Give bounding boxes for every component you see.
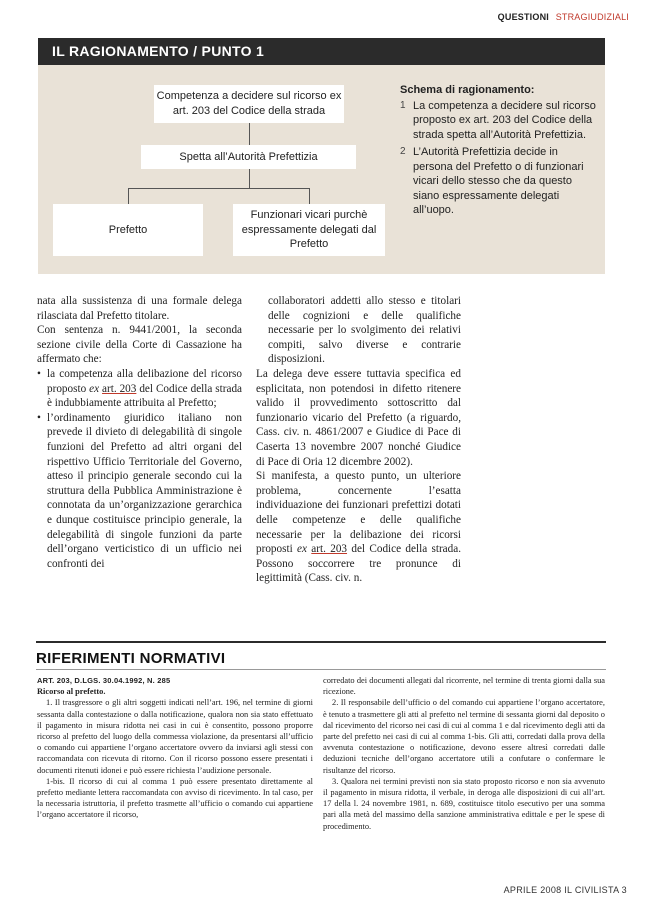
diagram-connector: [309, 188, 310, 204]
page-footer: APRILE 2008 IL CIVILISTA 3: [503, 885, 627, 895]
bullet-text: del Codice della strada è indubbiamente attribuita al Prefetto;: [47, 382, 243, 410]
section-label: QUESTIONI: [497, 12, 549, 22]
diagram-connector: [249, 169, 250, 189]
diagram-node-prefetto: Prefetto: [53, 204, 203, 256]
paragraph: Con sentenza n. 9441/2001, la seconda sezione civile della Corte di Cassazione ha affermato che:: [37, 324, 242, 366]
diagram-connector: [249, 123, 250, 145]
reasoning-schema: [400, 83, 596, 218]
paragraph: collaboratori addetti allo stesso e titolari delle cognizioni e delle qualifiche necessarie per lo svolgimento dei relativi compiti, salvo diverse e contrarie disposizioni.: [268, 295, 461, 366]
paragraph-text: del Codice della strada. Possono soccorrere tre pronunce di legittimità (Cass. civ. n.: [256, 543, 462, 585]
diagram-connector: [128, 188, 310, 189]
law-paragraph: 3. Qualora nei termini previsti non sia stato proposto ricorso e non sia avvenuto il pagamento in misura ridotta, il verbale, in deroga alle disposizioni di cui all’art. 17 della l. 24 novembre 1981, n. 689, costituisce titolo esecutivo per una somma pari alla metà del massimo della sanzione amministrativa edittale e per le spese di procedimento.: [323, 776, 605, 831]
schema-item: [400, 99, 596, 143]
bullet-item: • l’ordinamento giuridico italiano non prevede il divieto di delegabilità di singole funzioni del Prefetto ad altri organi del rispettivo Ufficio Territoriale del Governo, atteso il principio generale secondo cui la struttura della Pubblica Amministrazione è connotata da un’organizzazione gerarchica e dunque costituisce principio generale, la delegabilità di singole funzioni da parte dell’organo verticistico di un ufficio nei confronti dei: [37, 411, 242, 572]
law-reference-heading: ART. 203, D.LGS. 30.04.1992, N. 285: [37, 676, 171, 685]
schema-item-number: 1: [400, 99, 406, 111]
running-header: [498, 12, 629, 22]
schema-item-text: L’Autorità Prefettizia decide in persona del Prefetto o di funzionari vicari dello stesso che da questo siano espressamente delegati all’uopo.: [413, 146, 584, 216]
diagram-node-funzionari: Funzionari vicari purchè espressamente delegati dal Prefetto: [233, 204, 385, 256]
schema-item-text: La competenza a decidere sul ricorso proposto ex art. 203 del Codice della strada spetta all’Autorità Prefettizia.: [413, 99, 596, 141]
paragraph: [256, 469, 461, 586]
section-divider-thin: [36, 669, 606, 670]
section-sublabel: STRAGIUDIZIALI: [555, 12, 629, 22]
riferimenti-title: RIFERIMENTI NORMATIVI: [36, 650, 226, 667]
latin-term: ex: [89, 382, 100, 395]
article-link[interactable]: art. 203: [102, 382, 137, 395]
law-paragraph: 1. Il trasgressore o gli altri soggetti indicati nell’art. 196, nel termine di giorni sessanta dalla contestazione o dalla notificazione, qualora non sia stato effettuato il pagamento in misura ridotta nei casi in cui è consentito, possono proporre ricorso al prefetto del luogo della commessa violazione, da presentarsi all’ufficio o comando cui appartiene l’organo accertatore ovvero da inviarsi agli stessi con raccomandata con ricevuta di ritorno. Con il ricorso possono essere presentati i documenti ritenuti idonei e può essere richiesta l’audizione personale.: [37, 698, 313, 775]
body-column-left: [37, 294, 242, 571]
diagram-connector: [128, 188, 129, 204]
diagram-node-competenza: Competenza a decidere sul ricorso ex art. 203 del Codice della strada: [154, 85, 344, 123]
diagram-node-autorita: Spetta all’Autorità Prefettizia: [141, 145, 356, 169]
schema-item: [400, 145, 596, 218]
riferimenti-column-right: [323, 675, 605, 832]
section-divider: [36, 641, 606, 643]
bullet-item: [37, 367, 242, 411]
law-paragraph: 2. Il responsabile dell’ufficio o del comando cui appartiene l’organo accertatore, è tenuto a trasmettere gli atti al prefetto nel termine di sessanta giorni dal deposito o dal ricevimento del ricorso nei casi di cui al comma 1 e dal ricevimento degli atti da parte del prefetto nei casi di cui al comma 1-bis. Gli atti, corredati dalla prova della avvenuta contestazione o notificazione, devono essere altresì corredati dalle deduzioni tecniche dell’organo accertatore utili a confutare o confermare le risultanze del ricorso.: [323, 698, 605, 775]
body-column-right: [256, 294, 461, 586]
latin-term: ex: [297, 543, 307, 556]
paragraph: nata alla sussistenza di una formale delega rilasciata dal Prefetto titolare.: [37, 295, 242, 322]
law-paragraph: corredato dei documenti allegati dal ricorrente, nel termine di trenta giorni dalla sua ricezione.: [323, 676, 605, 697]
article-link[interactable]: art. 203: [311, 543, 348, 556]
law-paragraph: 1-bis. Il ricorso di cui al comma 1 può essere presentato direttamente al prefetto mediante lettera raccomandata con avviso di ricevimento. In tal caso, per la necessaria istruttoria, il prefetto trasmette all’ufficio o comando cui appartiene l’organo accertatore il ricorso,: [37, 776, 313, 820]
bullet-text: la competenza alla delibazione del ricorso proposto: [47, 367, 242, 395]
riferimenti-column-left: [37, 675, 313, 821]
reasoning-box: [38, 38, 605, 274]
schema-item-number: 2: [400, 146, 406, 157]
paragraph-text: Si manifesta, a questo punto, un ulteriore problema, concernente l’esatta individuazione dei funzionari prefettizi dotati delle competenze e delle qualifiche necessarie per la delibazione dei ricorsi proposti: [256, 470, 461, 556]
paragraph: La delega deve essere tuttavia specifica ed esplicitata, non potendosi in difetto ritenere valido il provvedimento sottoscritto dal funzionario vicario del Prefetto (a riguardo, Cass. civ. n. 4861/2007 e Giudice di Pace di Caserta 13 novembre 2007 nonché Giudice di Pace di Oria 12 dicembre 2002).: [256, 367, 461, 468]
schema-title: Schema di ragionamento:: [400, 84, 535, 96]
law-article-title: Ricorso al prefetto.: [37, 687, 106, 697]
reasoning-box-title: IL RAGIONAMENTO / PUNTO 1: [38, 38, 605, 65]
